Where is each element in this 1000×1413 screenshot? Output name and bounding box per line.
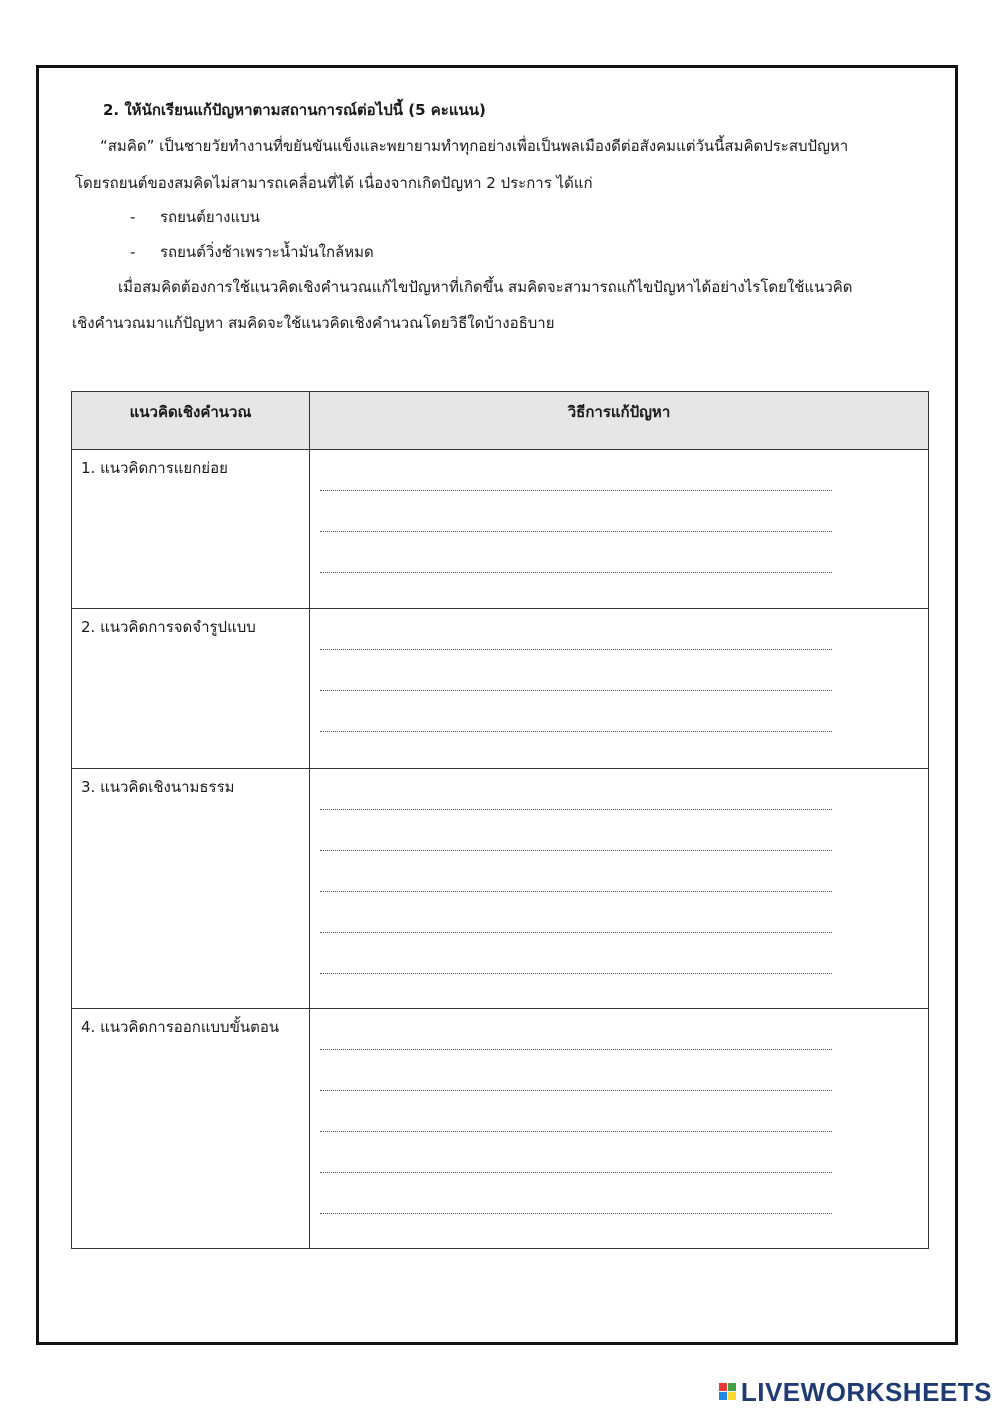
bullet-dash: - [130, 243, 136, 261]
answer-cell[interactable] [310, 1009, 929, 1249]
table-row [72, 609, 929, 769]
answer-line[interactable] [320, 836, 832, 851]
answer-cell[interactable] [310, 609, 929, 769]
answer-line[interactable] [320, 635, 832, 650]
concept-cell: 3. แนวคิดเชิงนามธรรม [72, 769, 310, 1009]
logo-mark-icon [719, 1383, 737, 1401]
header-method: วิธีการแก้ปัญหา [310, 392, 929, 450]
intro-line-2: โดยรถยนต์ของสมคิดไม่สามารถเคลื่อนที่ได้ เนื่องจากเกิดปัญหา 2 ประการ ได้แก่ [75, 174, 593, 192]
header-concept: แนวคิดเชิงคำนวณ [72, 392, 310, 450]
question-heading: 2. ให้นักเรียนแก้ปัญหาตามสถานการณ์ต่อไปนี้ (5 คะแนน) [103, 101, 486, 119]
intro-line-1: “สมคิด” เป็นชายวัยทำงานที่ขยันขันแข็งและพยายามทำทุกอย่างเพื่อเป็นพลเมืองดีต่อสังคมแต่วันนี้สมคิดประสบปัญหา [100, 137, 849, 155]
answer-cell[interactable] [310, 450, 929, 609]
answer-line[interactable] [320, 476, 832, 491]
concept-cell: 1. แนวคิดการแยกย่อย [72, 450, 310, 609]
liveworksheets-logo[interactable] [719, 1377, 992, 1407]
answer-line[interactable] [320, 1076, 832, 1091]
answer-line[interactable] [320, 558, 832, 573]
table-row [72, 769, 929, 1009]
table-row [72, 1009, 929, 1249]
answer-line[interactable] [320, 1035, 832, 1050]
table-row [72, 450, 929, 609]
answer-line[interactable] [320, 1158, 832, 1173]
concept-cell: 4. แนวคิดการออกแบบขั้นตอน [72, 1009, 310, 1249]
problem-text: รถยนต์ยางแบน [160, 208, 260, 226]
answer-line[interactable] [320, 1199, 832, 1214]
task-line-2: เชิงคำนวณมาแก้ปัญหา สมคิดจะใช้แนวคิดเชิงคำนวณโดยวิธีใดบ้างอธิบาย [72, 314, 555, 332]
answer-cell[interactable] [310, 769, 929, 1009]
answer-line[interactable] [320, 795, 832, 810]
answer-line[interactable] [320, 676, 832, 691]
answer-line[interactable] [320, 918, 832, 933]
answer-line[interactable] [320, 959, 832, 974]
answer-line[interactable] [320, 1117, 832, 1132]
task-line-1: เมื่อสมคิดต้องการใช้แนวคิดเชิงคำนวณแก้ไขปัญหาที่เกิดขึ้น สมคิดจะสามารถแก้ไขปัญหาได้อย่างไรโดยใช้แนวคิด [118, 278, 853, 296]
answer-line[interactable] [320, 717, 832, 732]
bullet-dash: - [130, 208, 136, 226]
concept-cell: 2. แนวคิดการจดจำรูปแบบ [72, 609, 310, 769]
problem-text: รถยนต์วิ่งช้าเพราะน้ำมันใกล้หมด [160, 243, 374, 261]
answer-line[interactable] [320, 877, 832, 892]
logo-text: LIVEWORKSHEETS [740, 1376, 992, 1407]
answer-line[interactable] [320, 517, 832, 532]
answer-table [71, 391, 929, 1249]
problem-item [130, 207, 260, 227]
problem-item [130, 242, 374, 262]
